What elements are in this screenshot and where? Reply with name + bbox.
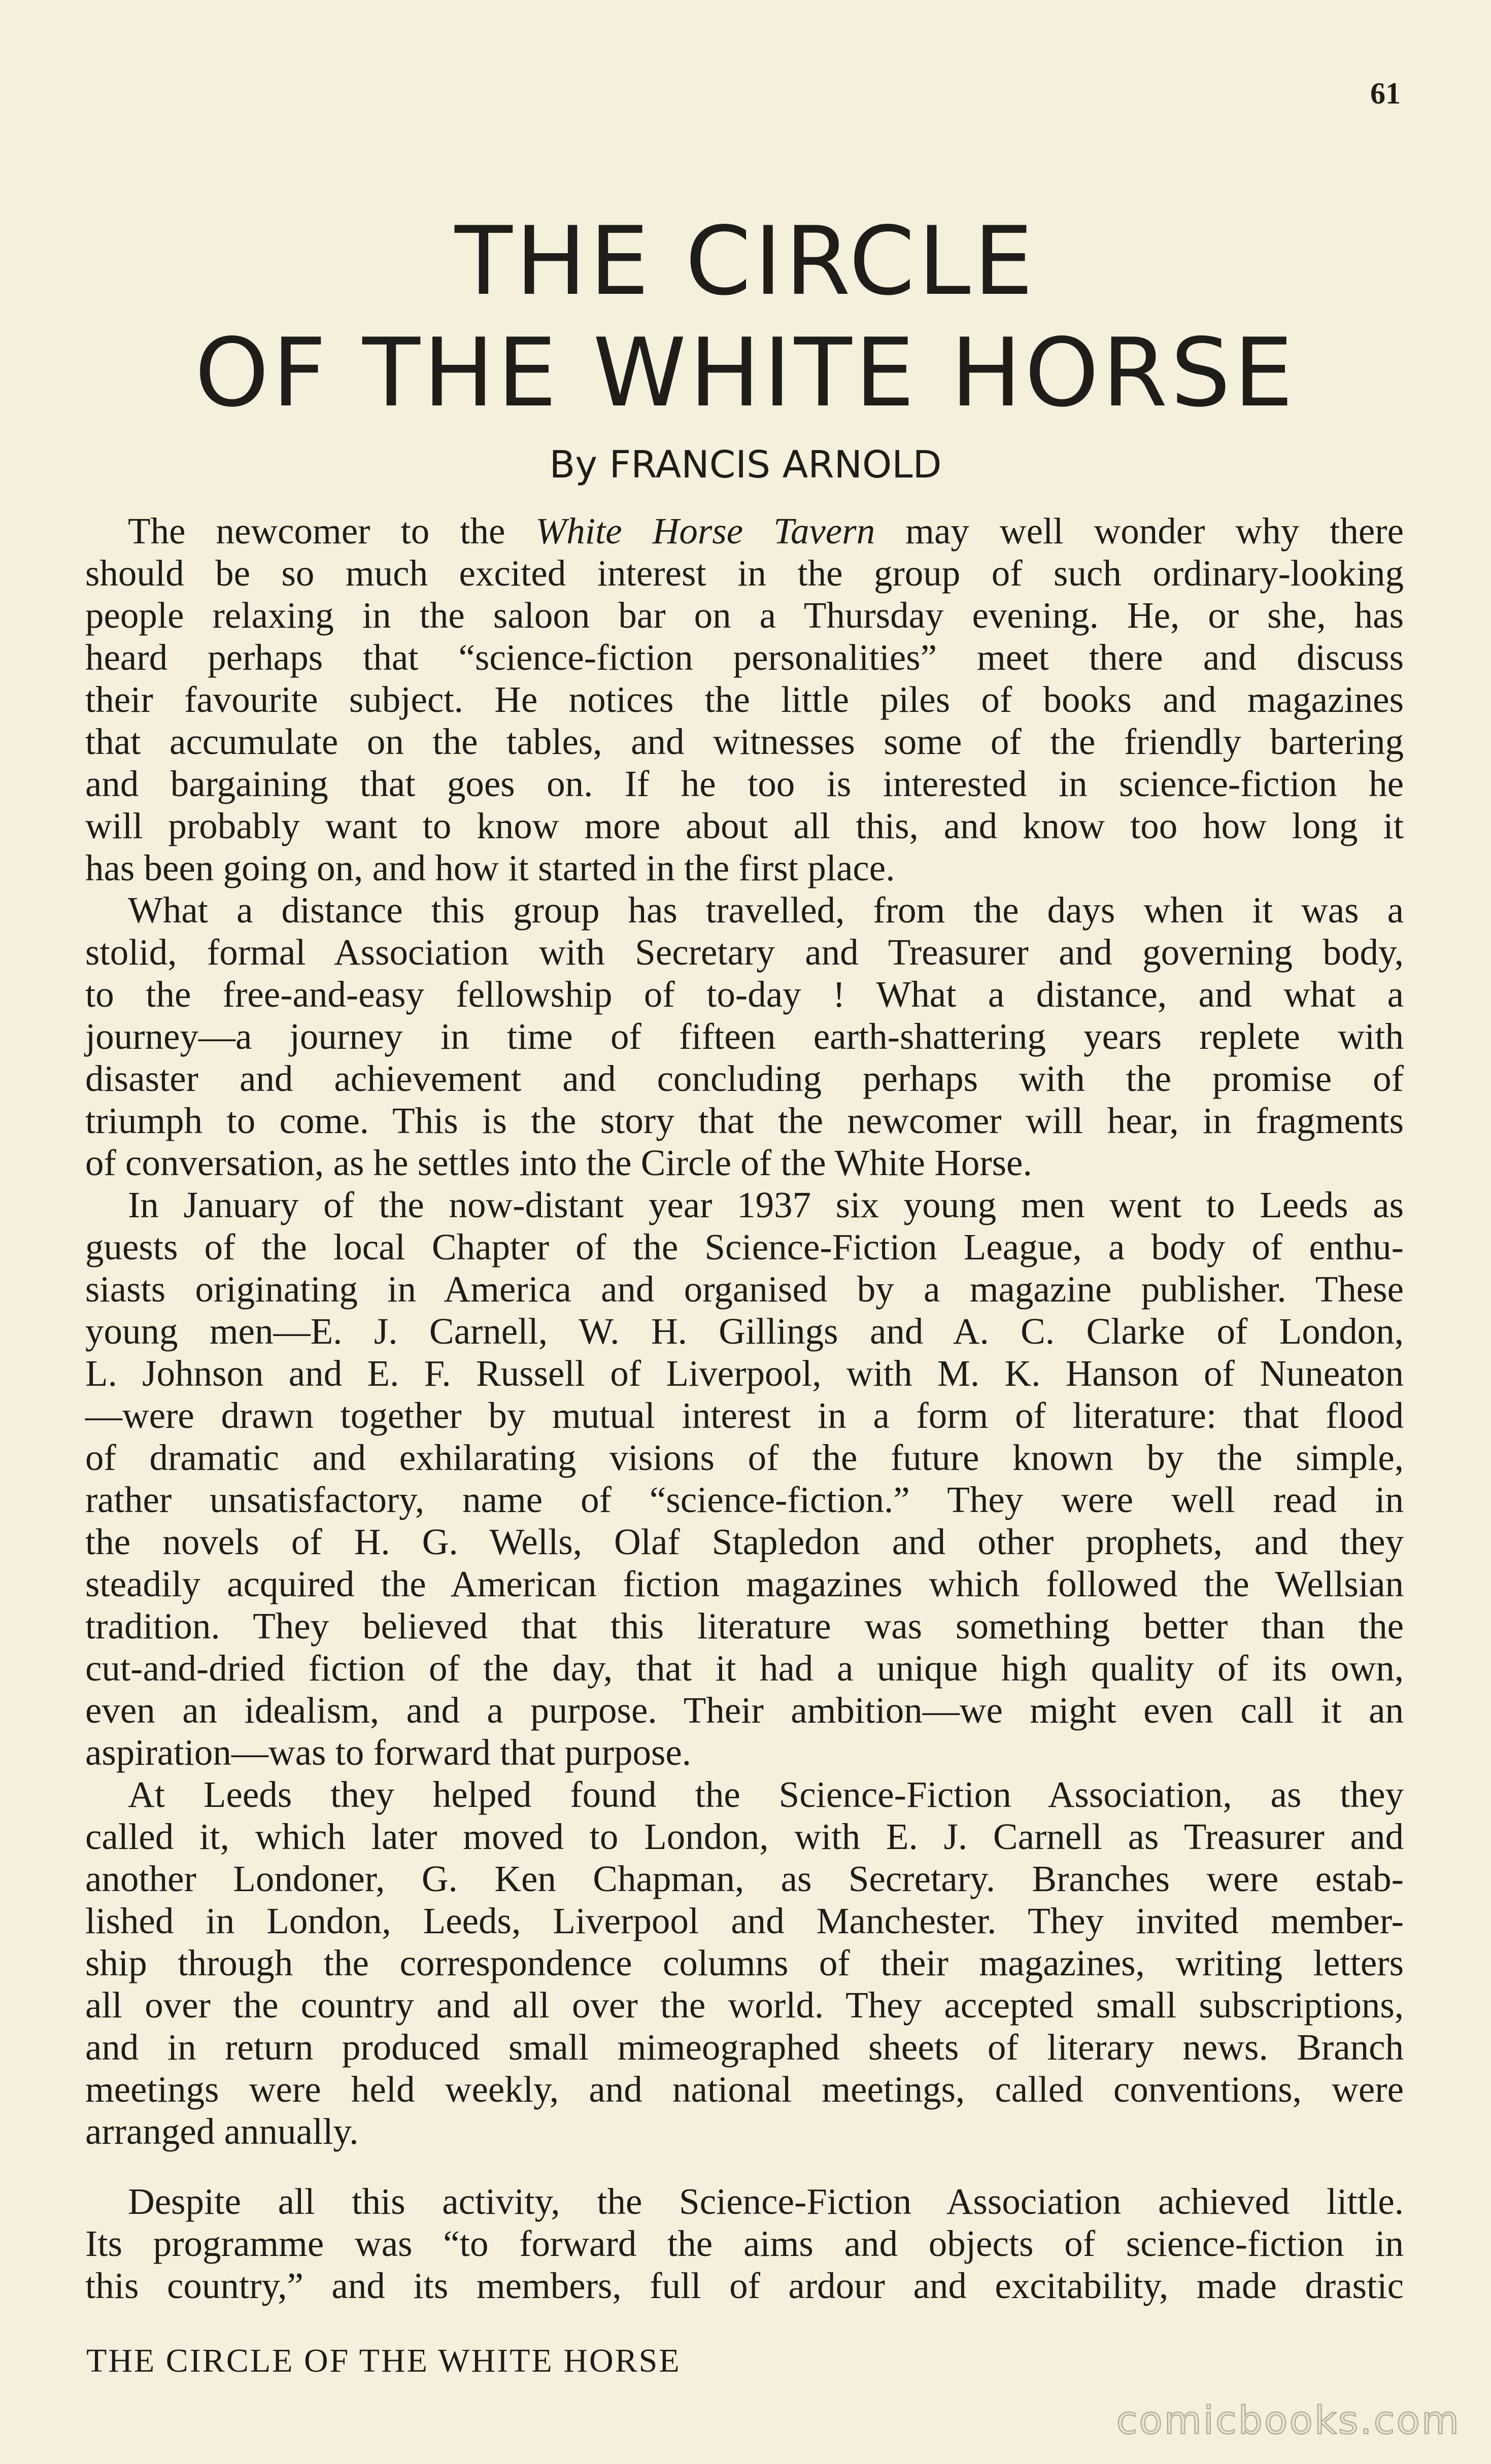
text-segment: may well wonder why there bbox=[875, 510, 1404, 552]
text-line: tradition. They believed that this literature was something better than the bbox=[85, 1605, 1404, 1647]
text-line: called it, which later moved to London, with E. J. Carnell as Treasurer and bbox=[85, 1816, 1404, 1857]
text-line: steadily acquired the American fiction magazines which followed the Wellsian bbox=[85, 1563, 1404, 1604]
text-line: Its programme was “to forward the aims and objects of science-fiction in bbox=[85, 2223, 1404, 2264]
watermark-logo: comicbooks.com bbox=[1116, 2398, 1461, 2443]
text-line: young men—E. J. Carnell, W. H. Gillings and A. C. Clarke of London, bbox=[85, 1311, 1404, 1352]
text-line: triumph to come. This is the story that the newcomer will hear, in fragments bbox=[85, 1100, 1404, 1141]
text-line: stolid, formal Association with Secretary and Treasurer and governing body, bbox=[85, 932, 1404, 973]
page-number: 61 bbox=[1370, 77, 1401, 110]
text-line: of dramatic and exhilarating visions of the future known by the simple, bbox=[85, 1437, 1404, 1478]
text-line: Despite all this activity, the Science-Fiction Association achieved little. bbox=[128, 2181, 1404, 2222]
text-line: In January of the now-distant year 1937 six young men went to Leeds as bbox=[128, 1184, 1404, 1225]
article-title-line: THE CIRCLE bbox=[455, 206, 1036, 316]
text-line: the novels of H. G. Wells, Olaf Stapledon and other prophets, and they bbox=[85, 1521, 1404, 1562]
text-line: people relaxing in the saloon bar on a Thursday evening. He, or she, has bbox=[85, 595, 1404, 636]
text-line: L. Johnson and E. F. Russell of Liverpool, with M. K. Hanson of Nuneaton bbox=[85, 1353, 1404, 1394]
text-line: siasts originating in America and organised by a magazine publisher. These bbox=[85, 1269, 1404, 1310]
text-line: heard perhaps that “science-fiction personalities” meet there and discuss bbox=[85, 637, 1404, 678]
paragraph bbox=[85, 889, 1404, 1184]
article-title-line: OF THE WHITE HORSE bbox=[194, 318, 1297, 428]
text-line: of conversation, as he settles into the Circle of the White Horse. bbox=[85, 1142, 1032, 1183]
paragraph bbox=[85, 1773, 1404, 2152]
text-line: disaster and achievement and concluding perhaps with the promise of bbox=[85, 1058, 1404, 1099]
text-line: that accumulate on the tables, and witnesses some of the friendly bartering bbox=[85, 721, 1404, 762]
text-line: lished in London, Leeds, Liverpool and Manchester. They invited member- bbox=[85, 1900, 1404, 1941]
text-line: cut-and-dried fiction of the day, that it had a unique high quality of its own, bbox=[85, 1648, 1404, 1689]
text-line: aspiration—was to forward that purpose. bbox=[85, 1732, 692, 1773]
article-byline: By FRANCIS ARNOLD bbox=[549, 443, 942, 487]
text-line: At Leeds they helped found the Science-Fiction Association, as they bbox=[128, 1774, 1404, 1815]
paragraph bbox=[85, 1184, 1404, 1773]
paragraph bbox=[85, 2180, 1404, 2307]
text-line: all over the country and all over the world. They accepted small subscriptions, bbox=[85, 1984, 1404, 2026]
text-line: rather unsatisfactory, name of “science-fiction.” They were well read in bbox=[85, 1479, 1404, 1520]
text-line: this country,” and its members, full of ardour and excitability, made drastic bbox=[85, 2265, 1404, 2306]
article-body bbox=[85, 510, 1404, 2307]
text-line: their favourite subject. He notices the little piles of books and magazines bbox=[85, 679, 1404, 720]
text-line: has been going on, and how it started in the first place. bbox=[85, 847, 895, 888]
paragraph-gap bbox=[85, 2152, 1404, 2180]
text-line: ship through the correspondence columns of their magazines, writing letters bbox=[85, 1942, 1404, 1983]
text-line: will probably want to know more about all this, and know too how long it bbox=[85, 805, 1404, 846]
text-segment: The newcomer to the bbox=[128, 510, 536, 552]
text-line: journey—a journey in time of fifteen earth-shattering years replete with bbox=[85, 1016, 1404, 1057]
text-line: What a distance this group has travelled, from the days when it was a bbox=[128, 889, 1404, 931]
text-line: and in return produced small mimeographed sheets of literary news. Branch bbox=[85, 2027, 1404, 2068]
text-line: arranged annually. bbox=[85, 2111, 359, 2152]
text-line: even an idealism, and a purpose. Their ambition—we might even call it an bbox=[85, 1690, 1404, 1731]
text-line bbox=[85, 510, 1404, 552]
text-line: and bargaining that goes on. If he too is interested in science-fiction he bbox=[85, 763, 1404, 804]
text-line: guests of the local Chapter of the Science-Fiction League, a body of enthu- bbox=[85, 1226, 1404, 1268]
text-line: should be so much excited interest in the group of such ordinary-looking bbox=[85, 553, 1404, 594]
text-line: to the free-and-easy fellowship of to-day ! What a distance, and what a bbox=[85, 974, 1404, 1015]
text-line: another Londoner, G. Ken Chapman, as Secretary. Branches were estab- bbox=[85, 1858, 1404, 1899]
italic-title-text: White Horse Tavern bbox=[535, 510, 875, 552]
running-footer: THE CIRCLE OF THE WHITE HORSE bbox=[86, 2342, 681, 2379]
text-line: —were drawn together by mutual interest in a form of literature: that flood bbox=[85, 1395, 1404, 1436]
text-line: meetings were held weekly, and national meetings, called conventions, were bbox=[85, 2069, 1404, 2110]
article-title bbox=[86, 206, 1405, 429]
paragraph bbox=[85, 510, 1404, 889]
